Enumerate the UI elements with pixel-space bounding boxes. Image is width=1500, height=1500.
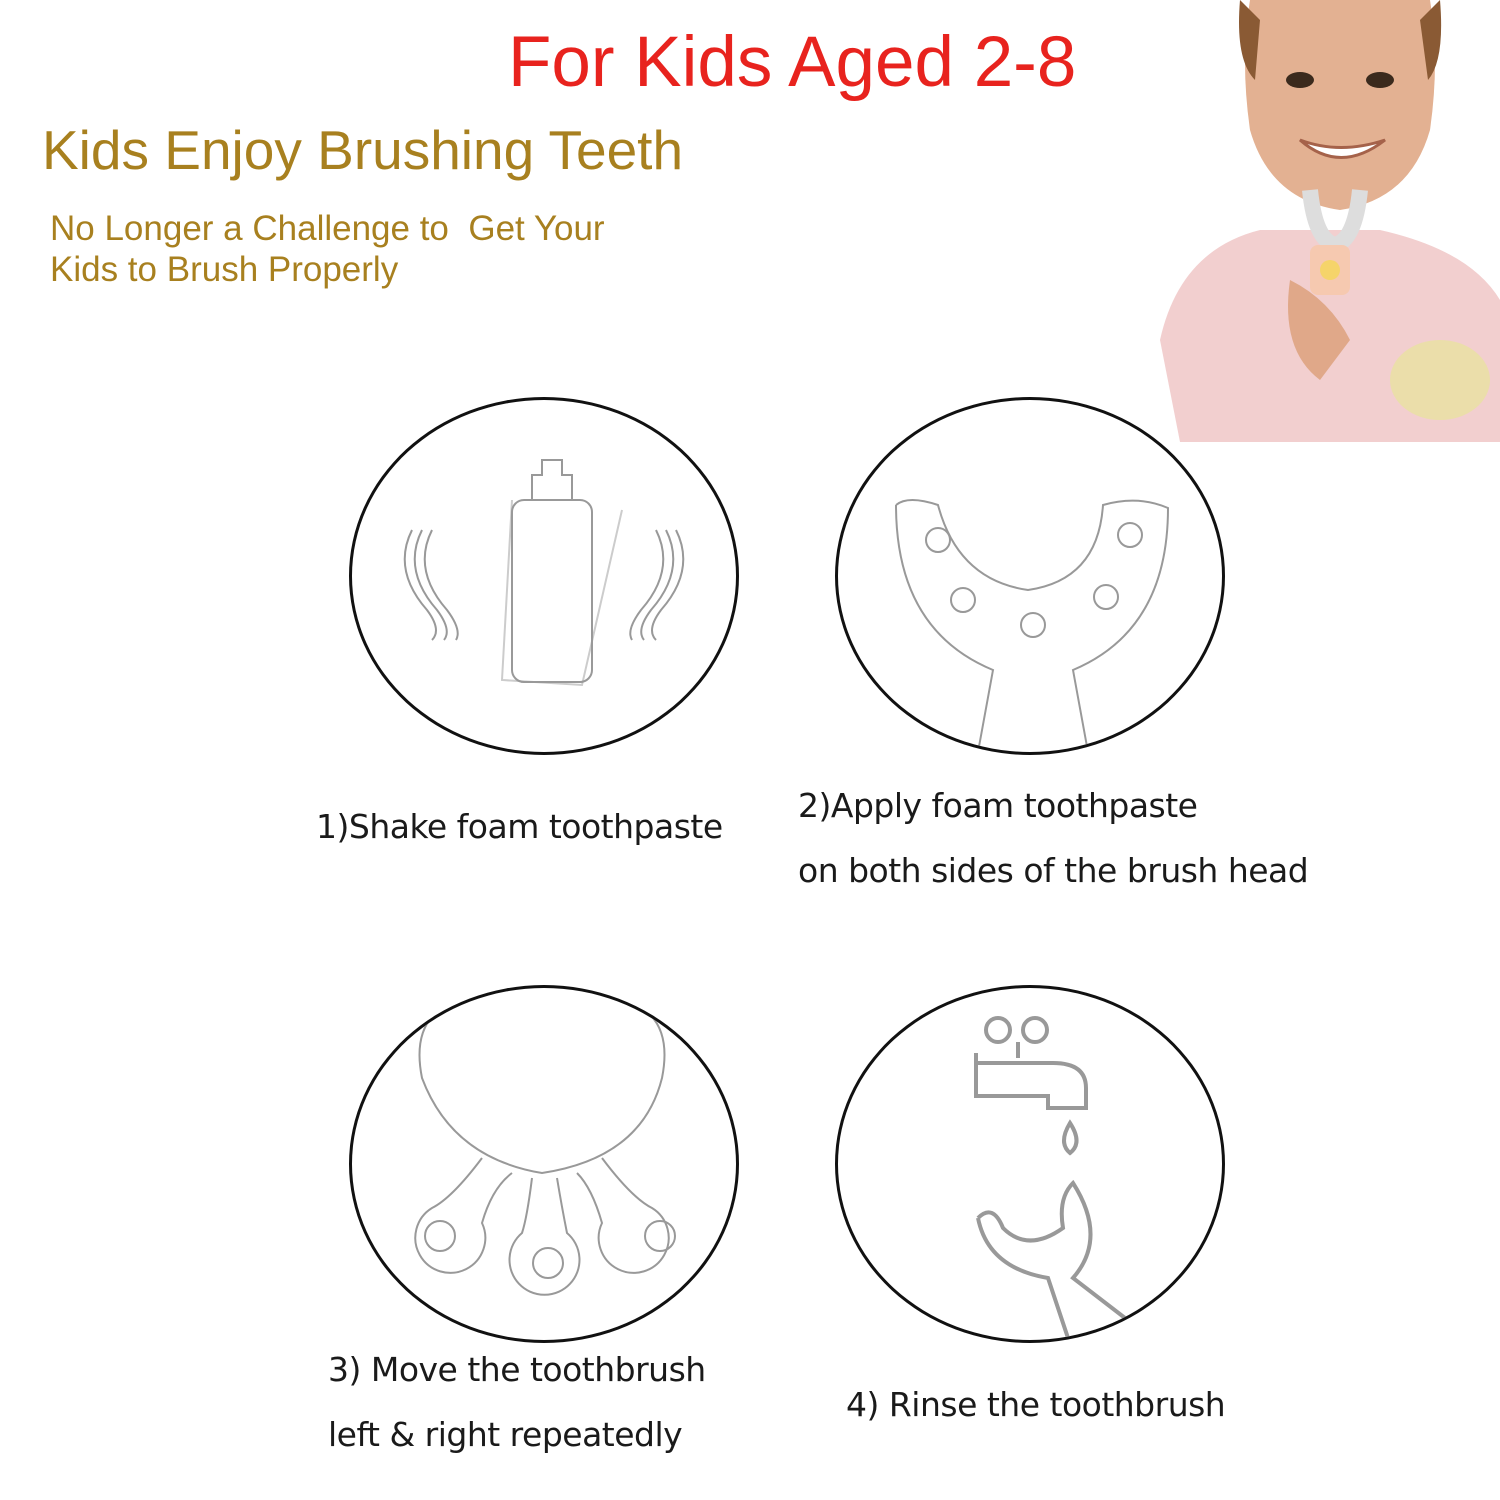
page-title: For Kids Aged 2-8 [508, 23, 1077, 102]
step-4-line: 4) Rinse the toothbrush [846, 1385, 1226, 1424]
step-2-label [798, 773, 1308, 903]
step-3-line: 3) Move the toothbrush [328, 1350, 706, 1389]
step-1-circle [349, 397, 739, 755]
step-1-label [316, 794, 723, 859]
headline: Kids Enjoy Brushing Teeth [42, 119, 684, 181]
faucet-rinse-icon [838, 988, 1222, 1340]
step-4-circle [835, 985, 1225, 1343]
shaking-bottle-icon [352, 400, 736, 752]
step-2-line: on both sides of the brush head [798, 851, 1309, 890]
step-4-label [846, 1372, 1225, 1437]
u-brush-head-foam-icon [838, 400, 1222, 752]
head-brush-motion-icon [352, 988, 736, 1340]
step-3-line: left & right repeatedly [328, 1415, 683, 1454]
subheadline [50, 208, 605, 290]
step-3-circle [349, 985, 739, 1343]
step-3-label [328, 1337, 706, 1467]
subheadline-line: Kids to Brush Properly [50, 250, 399, 289]
step-2-circle [835, 397, 1225, 755]
kid-photo [1140, 0, 1500, 442]
subheadline-line: No Longer a Challenge to Get Your [50, 209, 605, 248]
step-1-line: 1)Shake foam toothpaste [316, 807, 723, 846]
step-2-line: 2)Apply foam toothpaste [798, 786, 1198, 825]
